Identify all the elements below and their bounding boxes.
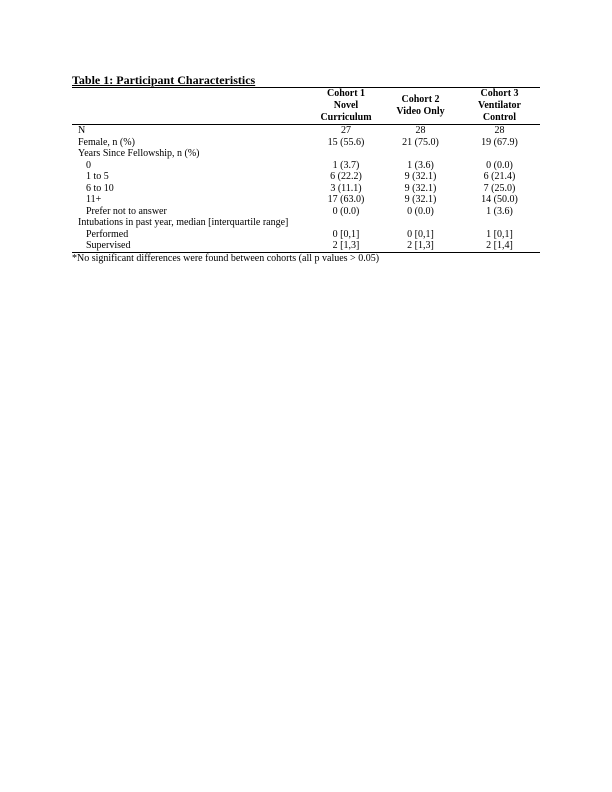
table-caption: Table 1: Participant Characteristics: [72, 73, 256, 87]
row-label: 1 to 5: [86, 171, 109, 183]
row-label: Performed: [86, 228, 129, 240]
cell-cohort-2: 28: [415, 125, 426, 136]
cell-cohort-2: [382, 217, 459, 229]
cell-cohort-1: 0 (0.0): [332, 205, 360, 217]
cell-cohort-1: 0 [0,1]: [332, 228, 360, 240]
cell-cohort-2: [382, 148, 459, 160]
header-cohort-3-line2: Ventilator: [478, 100, 521, 111]
cell-cohort-3: 14 (50.0): [481, 194, 518, 206]
table-footnote: *No significant differences were found between cohorts (all p values > 0.05): [72, 253, 380, 265]
table-header-row: [72, 88, 540, 125]
cell-cohort-1: 3 (11.1): [330, 182, 362, 194]
table-row: [72, 148, 540, 160]
cell-cohort-1: 6 (22.2): [330, 171, 362, 183]
cell-cohort-3: 19 (67.9): [481, 136, 518, 148]
header-cohort-1-line3: Curriculum: [320, 112, 372, 123]
table-row: [72, 171, 540, 183]
row-label: Years Since Fellowship, n (%): [78, 148, 200, 160]
cell-cohort-3: 0 (0.0): [486, 159, 513, 171]
cell-cohort-2: 21 (75.0): [402, 136, 439, 148]
table-row: [72, 240, 540, 252]
cell-cohort-2: 1 (3.6): [407, 159, 434, 171]
row-label: Female, n (%): [78, 136, 135, 148]
cell-cohort-1: 2 [1,3]: [310, 240, 382, 252]
table-row: [72, 206, 540, 218]
row-label: Prefer not to answer: [86, 205, 167, 217]
header-cohort-1: [310, 88, 382, 125]
row-label: N: [78, 125, 86, 136]
header-cohort-3-line1: Cohort 3: [480, 88, 519, 99]
header-cohort-3: [459, 88, 540, 125]
participant-table-block: [72, 73, 540, 265]
cell-cohort-1: 27: [341, 125, 351, 136]
table-row: [72, 137, 540, 149]
table-row: [72, 183, 540, 195]
cell-cohort-3: 1 [0,1]: [486, 228, 513, 240]
cell-cohort-3: 1 (3.6): [486, 205, 513, 217]
row-label: 11+: [86, 194, 102, 206]
participant-characteristics-table: [72, 88, 540, 253]
header-cohort-2: [382, 88, 459, 125]
cell-cohort-2: 9 (32.1): [404, 194, 437, 206]
cell-cohort-1: 17 (63.0): [327, 194, 365, 206]
cell-cohort-2: 0 [0,1]: [407, 228, 434, 240]
table-row: [72, 160, 540, 172]
cell-cohort-3: [459, 148, 540, 160]
cell-cohort-2: 9 (32.1): [404, 182, 437, 194]
header-label-cell: [72, 88, 310, 125]
cell-cohort-3: [459, 217, 540, 229]
cell-cohort-2: 2 [1,3]: [382, 240, 459, 252]
cell-cohort-3: 28: [494, 125, 505, 136]
cell-cohort-1: [310, 217, 382, 229]
header-cohort-1-line1: Cohort 1: [326, 88, 366, 99]
table-row: [72, 217, 540, 229]
cell-cohort-2: 0 (0.0): [407, 205, 434, 217]
row-label: 0: [86, 159, 91, 171]
cell-cohort-1: 15 (55.6): [327, 136, 365, 148]
table-row: [72, 194, 540, 206]
row-label: 6 to 10: [86, 182, 114, 194]
header-cohort-1-line2: Novel: [333, 100, 359, 111]
cell-cohort-3: 6 (21.4): [483, 171, 516, 183]
header-cohort-3-line3: Control: [482, 112, 517, 123]
cell-cohort-1: [310, 148, 382, 160]
cell-cohort-3: 7 (25.0): [483, 182, 516, 194]
row-label: Supervised: [72, 240, 310, 252]
header-cohort-2-line2: Video Only: [396, 106, 445, 117]
header-cohort-2-line1: Cohort 2: [401, 94, 440, 105]
cell-cohort-3: 2 [1,4]: [459, 240, 540, 252]
table-row: [72, 229, 540, 241]
row-label: Intubations in past year, median [interquartile range]: [78, 217, 289, 229]
cell-cohort-1: 1 (3.7): [332, 159, 360, 171]
cell-cohort-2: 9 (32.1): [404, 171, 437, 183]
table-row: [72, 125, 540, 137]
